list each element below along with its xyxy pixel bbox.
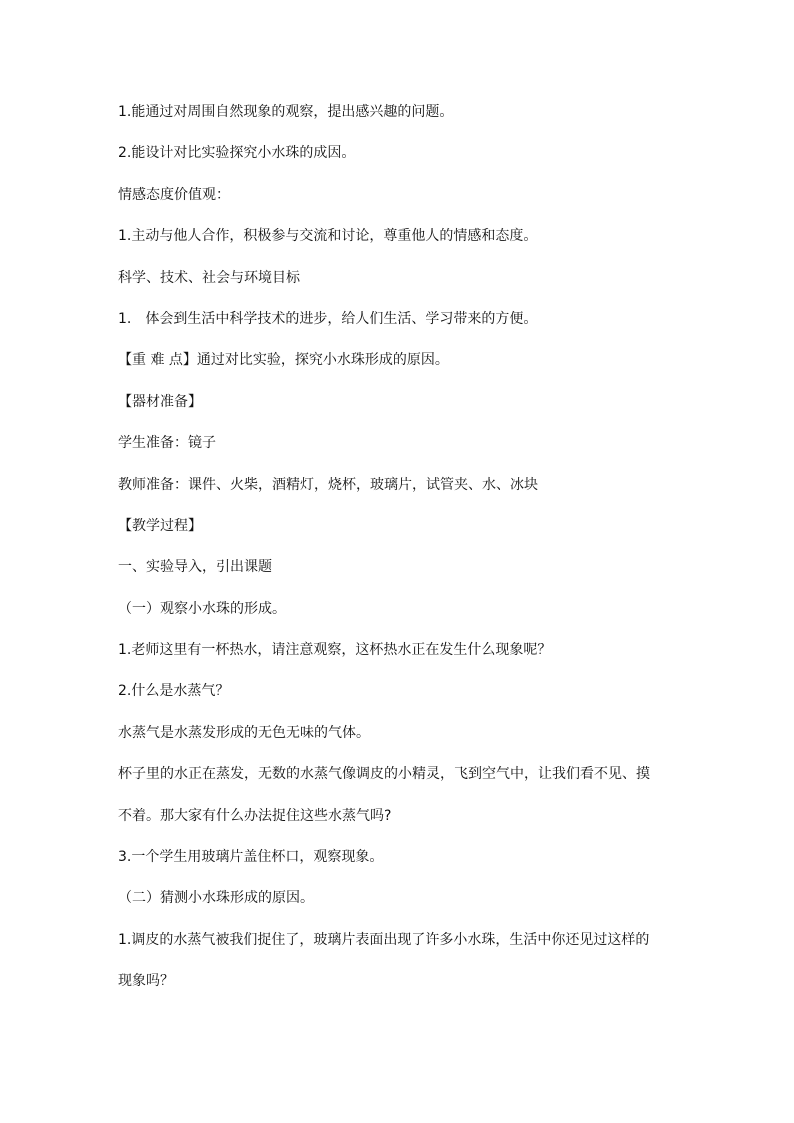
process-line-3: 水蒸气是水蒸发形成的无色无味的气体。	[118, 724, 370, 741]
process-line-2: 2.什么是水蒸气？	[118, 683, 230, 700]
process-line-4a: 杯子里的水正在蒸发，无数的水蒸气像调皮的小精灵，飞到空气中，让我们看不见、摸	[118, 766, 650, 783]
document-body	[118, 102, 688, 1013]
process-line-5: 3.一个学生用玻璃片盖住杯口，观察现象。	[118, 849, 384, 866]
process-step-heading-1: 一、实验导入，引出课题	[118, 559, 272, 576]
key-points-line: 【重 难 点】通过对比实验，探究小水珠形成的原因。	[118, 352, 449, 369]
sts-line-1: 1. 体会到生活中科学技术的进步，给人们生活、学习带来的方便。	[118, 310, 538, 327]
attitude-line-1: 1.主动与他人合作，积极参与交流和讨论，尊重他人的情感和态度。	[118, 228, 538, 245]
objective-line-2: 2.能设计对比实验探究小水珠的成因。	[118, 145, 356, 162]
process-substep-heading-1: （一）观察小水珠的形成。	[118, 600, 286, 617]
process-substep-heading-2: （二）猜测小水珠形成的原因。	[118, 890, 314, 907]
section-heading-process: 【教学过程】	[118, 517, 202, 534]
teacher-materials-line: 教师准备：课件、火柴，酒精灯，烧杯，玻璃片，试管夹、水、冰块	[118, 476, 538, 493]
section-heading-attitude: 情感态度价值观：	[118, 186, 230, 203]
section-heading-materials: 【器材准备】	[118, 393, 202, 410]
student-materials-line: 学生准备：镜子	[118, 435, 216, 452]
process-line-6b: 现象吗？	[118, 973, 174, 990]
section-heading-sts: 科学、技术、社会与环境目标	[118, 269, 300, 286]
process-line-6a: 1.调皮的水蒸气被我们捉住了，玻璃片表面出现了许多小水珠，生活中你还见过这样的	[118, 931, 650, 948]
objective-line-1: 1.能通过对周围自然现象的观察，提出感兴趣的问题。	[118, 104, 454, 120]
process-line-1: 1.老师这里有一杯热水，请注意观察，这杯热水正在发生什么现象呢？	[118, 642, 552, 659]
process-line-4b: 不着。那大家有什么办法捉住这些水蒸气吗?	[118, 807, 392, 824]
